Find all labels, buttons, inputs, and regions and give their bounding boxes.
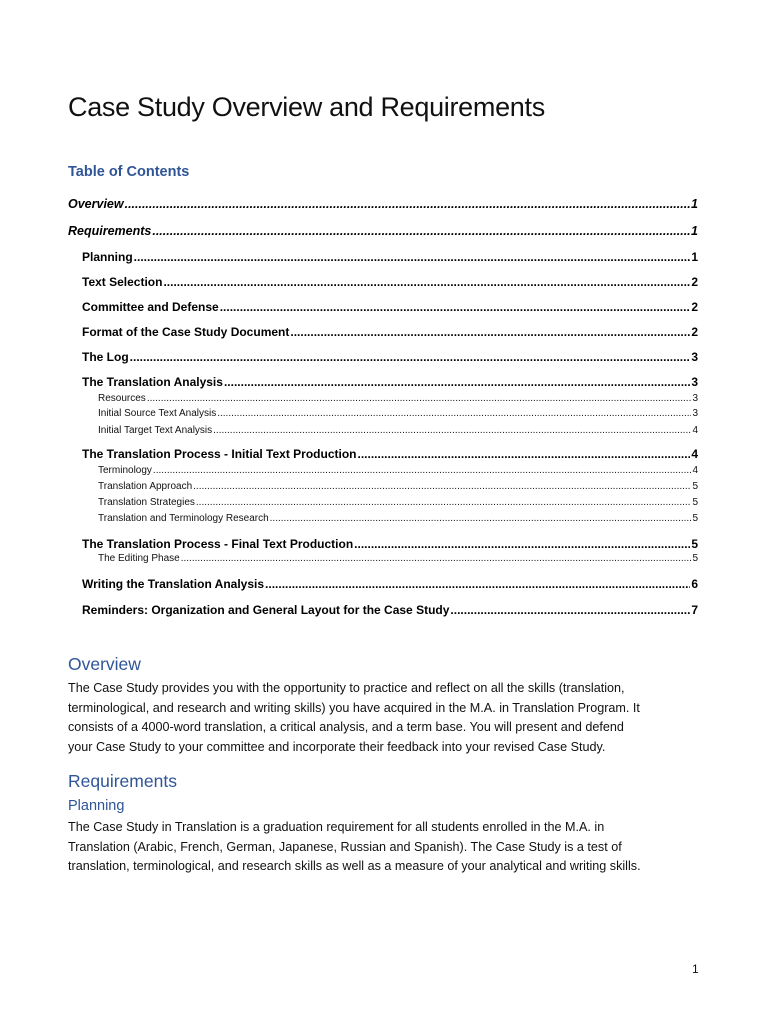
toc-leader-dots [125, 197, 690, 211]
toc-entry-label: Format of the Case Study Document [82, 325, 290, 339]
toc-entry-label: Translation and Terminology Research [98, 513, 269, 524]
toc-entry-label: The Log [82, 350, 129, 364]
toc-leader-dots [224, 375, 690, 389]
toc-entry[interactable] [82, 300, 698, 314]
document-title: Case Study Overview and Requirements [68, 92, 545, 122]
toc-entry-label: The Translation Process - Final Text Production [82, 537, 354, 551]
toc-entry-page: 5 [692, 553, 698, 564]
toc-entry[interactable] [98, 513, 698, 524]
toc-entry[interactable] [82, 537, 698, 551]
overview-paragraph [68, 679, 708, 757]
toc-entry-page: 7 [691, 603, 698, 617]
page-number: 1 [692, 962, 699, 976]
overview-heading: Overview [68, 654, 141, 674]
toc-leader-dots [193, 481, 691, 492]
toc-leader-dots [270, 513, 692, 524]
toc-entry-page: 1 [691, 197, 698, 211]
toc-leader-dots [147, 393, 692, 404]
toc-entry-page: 4 [691, 447, 698, 461]
toc-entry-label: Text Selection [82, 275, 163, 289]
toc-entry-page: 1 [691, 224, 698, 238]
planning-heading: Planning [68, 798, 125, 814]
toc-entry-page: 6 [691, 577, 698, 591]
toc-entry-label: Initial Source Text Analysis [98, 408, 217, 419]
toc-leader-dots [181, 553, 692, 564]
requirements-heading: Requirements [68, 771, 177, 791]
toc-entry-label: Reminders: Organization and General Layout for the Case Study [82, 603, 450, 617]
toc-entry-page: 3 [691, 350, 698, 364]
toc-entry[interactable] [68, 197, 698, 211]
toc-entry[interactable] [98, 408, 698, 419]
toc-leader-dots [196, 497, 692, 508]
planning-line: translation, terminological, and research skills as well as a measure of your analytical and writing skills. [68, 859, 641, 874]
overview-line: The Case Study provides you with the opportunity to practice and reflect on all the skills (translation, [68, 681, 625, 695]
toc-entry-label: Planning [82, 250, 133, 264]
toc-entry[interactable] [82, 375, 698, 389]
toc-entry-page: 1 [691, 250, 698, 264]
overview-line: consists of a 4000-word translation, a critical analysis, and a term base. You will present and defend [68, 720, 624, 735]
toc-entry-label: Overview [68, 197, 124, 211]
toc-leader-dots [217, 408, 691, 419]
toc-entry-label: Initial Target Text Analysis [98, 425, 213, 436]
toc-entry[interactable] [98, 425, 698, 436]
toc-leader-dots [163, 275, 690, 289]
toc-leader-dots [134, 250, 691, 264]
toc-entry[interactable] [82, 275, 698, 289]
toc-entry-page: 4 [692, 425, 698, 436]
toc-entry-label: The Translation Process - Initial Text Production [82, 447, 357, 461]
toc-leader-dots [358, 447, 691, 461]
toc-entry-page: 5 [691, 537, 698, 551]
toc-leader-dots [265, 577, 690, 591]
toc-entry[interactable] [98, 465, 698, 476]
toc-entry[interactable] [82, 603, 698, 617]
toc-entry-page: 3 [692, 408, 698, 419]
toc-entry-page: 3 [692, 393, 698, 404]
toc-leader-dots [354, 537, 690, 551]
planning-paragraph [68, 818, 708, 877]
toc-entry[interactable] [82, 325, 698, 339]
toc-entry[interactable] [82, 250, 698, 264]
toc-entry-page: 4 [692, 465, 698, 476]
toc-leader-dots [213, 425, 691, 436]
toc-entry-label: Translation Approach [98, 481, 193, 492]
toc-entry[interactable] [82, 350, 698, 364]
toc-entry[interactable] [82, 447, 698, 461]
toc-leader-dots [290, 325, 690, 339]
toc-entry-page: 2 [691, 300, 698, 314]
toc-entry-page: 2 [691, 275, 698, 289]
toc-entry-label: Committee and Defense [82, 300, 219, 314]
toc-leader-dots [450, 603, 690, 617]
toc-entry-label: Writing the Translation Analysis [82, 577, 265, 591]
toc-entry-page: 3 [691, 375, 698, 389]
planning-line: The Case Study in Translation is a graduation requirement for all students enrolled in the M.A. in [68, 820, 605, 834]
toc-leader-dots [130, 350, 691, 364]
toc-entry-page: 5 [692, 513, 698, 524]
toc-entry-label: Terminology [98, 465, 152, 476]
toc-leader-dots [220, 300, 691, 314]
toc-entry-label: Requirements [68, 224, 152, 238]
toc-heading: Table of Contents [68, 164, 190, 180]
toc-entry[interactable] [98, 553, 698, 564]
toc-entry-label: The Editing Phase [98, 553, 180, 564]
planning-line: Translation (Arabic, French, German, Japanese, Russian and Spanish). The Case Study is a test of [68, 839, 622, 854]
toc-entry[interactable] [82, 577, 698, 591]
toc-entry[interactable] [98, 481, 698, 492]
toc-leader-dots [152, 224, 690, 238]
toc-entry[interactable] [98, 393, 698, 404]
toc-leader-dots [153, 465, 692, 476]
overview-line: your Case Study to your committee and incorporate their feedback into your revised Case Study. [68, 739, 606, 754]
toc-entry-label: Resources [98, 393, 146, 404]
toc-entry[interactable] [68, 224, 698, 238]
toc-entry[interactable] [98, 497, 698, 508]
toc-entry-page: 5 [692, 481, 698, 492]
toc-entry-label: Translation Strategies [98, 497, 195, 508]
toc-entry-page: 2 [691, 325, 698, 339]
overview-line: terminological, and research and writing skills) you have acquired in the M.A. in Translation Program. It [68, 700, 640, 715]
toc-entry-label: The Translation Analysis [82, 375, 223, 389]
toc-entry-page: 5 [692, 497, 698, 508]
